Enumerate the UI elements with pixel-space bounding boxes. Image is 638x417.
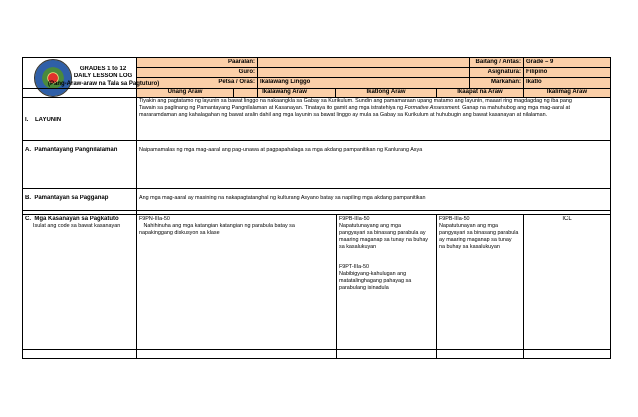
layunin-text-line2-italic: Formative Assessment.: [404, 105, 461, 111]
rule-label-col: [136, 57, 137, 359]
day3-line2-3: parabulang isinadula: [339, 285, 389, 291]
rule-day-5-body: [523, 214, 524, 359]
title-dll: DAILY LESSON LOG: [73, 73, 133, 79]
day3-line2-1: Nabibigyang-kahulugan ang: [339, 271, 407, 277]
value-baitang[interactable]: Grade – 9: [526, 59, 554, 65]
day3-line-2: pangyayari sa binasang parabula ay: [339, 230, 426, 236]
pagganap-text: Ang mga mag-aaral ay masining na nakapagtatanghal ng kulturang Asyano batay sa napiling mga akdang pampanitikan: [139, 195, 426, 201]
value-asignatura[interactable]: Filipino: [526, 69, 548, 75]
label-guro: Guro:: [238, 69, 255, 75]
day3-line-4: sa kasalukuyan: [339, 244, 377, 250]
rule-right: [610, 57, 611, 359]
day-header-3: Ikatlong Araw: [366, 89, 406, 95]
day1-text-line1: Nahihinuha ang mga katangian katangian ng parabula batay sa: [139, 223, 295, 229]
title-grades: GRADES 1 to 12: [79, 66, 127, 72]
day4-line-1: Napatutunayan ang mga: [439, 223, 499, 229]
rule-header-right-value: [523, 57, 524, 88]
label-paaralan: Paaralan:: [227, 59, 255, 65]
day4-line-3: ay maaring maganap sa tunay: [439, 237, 512, 243]
row-label-layunin: I. LAYUNIN: [25, 117, 62, 123]
value-petsa[interactable]: Ikalawang Linggo: [260, 79, 311, 85]
layunin-text-line2-b: Ganap na mahuhubog ang mga mag-aaral at: [460, 105, 571, 111]
row-label-pagganap: B. Pamantayan sa Pagganap: [25, 195, 109, 201]
row-label-pangnilalaman: A. Pamantayang Pangnilalaman: [25, 147, 118, 153]
day4-line-2: pangyayari sa binasang parabula: [439, 230, 519, 236]
label-petsa: Petsa / Oras:: [218, 79, 255, 85]
day-header-2: Ikalawang Araw: [262, 89, 307, 95]
day4-code: F9PB-IIIa-50: [439, 216, 470, 222]
label-asignatura: Asignatura:: [487, 69, 521, 75]
rule-pangnilalaman: [22, 188, 611, 189]
day-header-4: Ikaapat na Araw: [457, 89, 503, 95]
label-baitang: Baitang / Antas:: [475, 59, 521, 65]
pangnilalaman-text: Naipamamalas ng mga mag-aaral ang pag-unawa at pagpapahalaga sa mga akdang pampanitikan ng Kanlurang Asya: [139, 147, 423, 153]
day4-line-4: na buhay sa kasalukuyan: [439, 244, 500, 250]
day3-line-1: Napatutunayang ang mga: [339, 223, 402, 229]
day1-code: F9PN-IIIa-50: [139, 216, 170, 222]
deped-seal-logo: [34, 59, 72, 97]
rule-header-2: [136, 77, 611, 78]
layunin-text-line1: Tiyakin ang pagtatamo ng layunin sa bawat linggo na nakaangkla sa Gabay sa Kurikulum. Sundin ang pamamaraan upang matamo ang layunin, maaari ring magdagdag ng iba pang: [139, 98, 572, 104]
day5-icl: ICL: [562, 216, 572, 222]
rule-header-1: [136, 67, 611, 68]
rule-day-3-body: [336, 214, 337, 359]
layunin-text-line2: [139, 105, 609, 112]
kasanayan-sublabel: Isulat ang code sa bawat kasanayan: [33, 223, 121, 229]
label-markahan: Markahan:: [490, 79, 521, 85]
day-header-5: Ikalimag Araw: [546, 89, 588, 95]
title-subtitle: (Pang-Araw-araw na Tala sa Pagtuturo): [48, 81, 160, 87]
row-label-kasanayan: C. Mga Kasanayan sa Pagkatuto: [25, 216, 119, 222]
day3-line-3: maaring maganap sa tunay na buhay: [339, 237, 429, 243]
layunin-text-line3: mararamdaman ang kahalagahan ng bawat aralin dahil ang mga layunin sa bawat linggo ay mula sa Gabay sa Kurikulum at huhubugin ang bawat kasanayan at nilalaman.: [139, 112, 548, 118]
layunin-text-line2-a: Tawain sa paglinang ng Pamantayang Pangnilalaman at Kasanayan. Tinataya ito gamit ang mga istratehiya ng: [139, 105, 405, 111]
rule-layunin: [22, 140, 611, 141]
day3-code: F9PB-IIIa-50: [339, 216, 370, 222]
day3-line2-2: matatalinghagang pahayag sa: [339, 278, 412, 284]
rule-day-4-body: [436, 214, 437, 359]
rule-left: [22, 57, 23, 359]
day3-code-2: F9PT-IIIa-50: [339, 264, 369, 270]
rule-pagganap: [22, 210, 611, 211]
day1-text-line2: napakinggang diskusyon sa klase: [139, 230, 220, 236]
value-markahan[interactable]: Ikatlo: [526, 79, 542, 85]
day-header-1: Unang Araw: [167, 89, 203, 95]
